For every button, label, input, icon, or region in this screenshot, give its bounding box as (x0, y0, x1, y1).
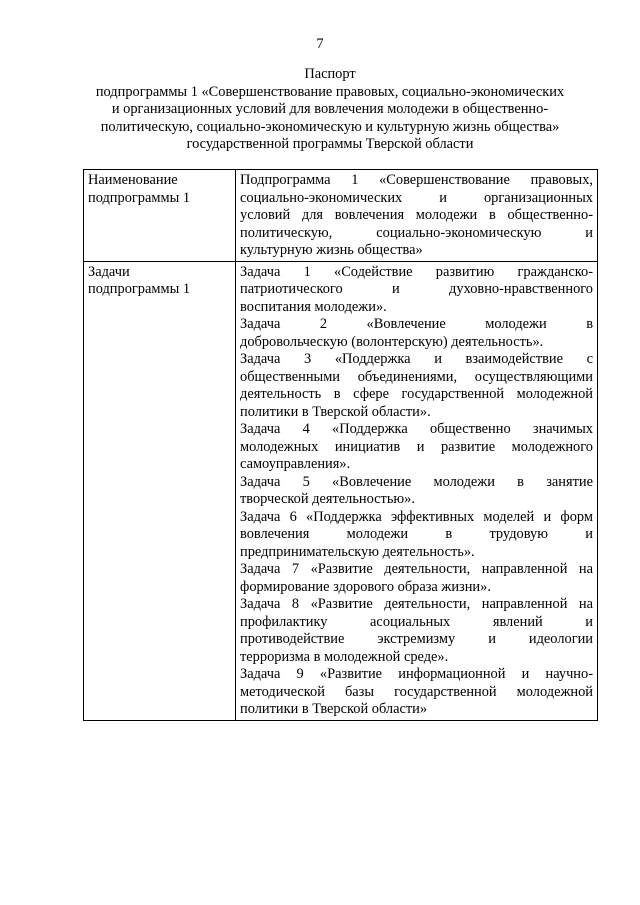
task-8: профилактику асоциальных явлений и (240, 613, 593, 630)
task-2: добровольческую (волонтерскую) деятельность». (240, 333, 544, 350)
row-label: подпрограммы 1 (88, 189, 191, 206)
heading-line: и организационных условий для вовлечения молодежи в общественно- (111, 101, 549, 117)
task-3: общественными объединениями, осуществляющими (240, 368, 593, 385)
task-4: Задача 4 «Поддержка общественно значимых (240, 421, 593, 437)
task-8: терроризма в молодежной среде». (240, 648, 449, 665)
value-line: политическую, социально-экономическую и (240, 224, 593, 241)
row-label: Наименование (88, 172, 178, 188)
task-5: Задача 5 «Вовлечение молодежи в занятие (240, 473, 593, 490)
value-line: условий для вовлечения молодежи в общественно- (240, 207, 593, 223)
value-line: Подпрограмма 1 «Совершенствование правовых, (240, 172, 593, 188)
row-value-cell (236, 261, 598, 720)
heading-line: подпрограммы 1 «Совершенствование правовых, социально-экономических (95, 83, 565, 100)
heading-line: политическую, социально-экономическую и культурную жизнь общества» (100, 118, 560, 135)
table-row-tasks (84, 261, 598, 720)
value-line: социально-экономических и организационных (240, 189, 593, 206)
task-6: вовлечения молодежи в трудовую и (240, 526, 593, 542)
task-2: Задача 2 «Вовлечение молодежи в (240, 316, 593, 332)
page-number: 7 (316, 36, 324, 52)
row-label-cell (84, 261, 236, 720)
task-4: молодежных инициатив и развитие молодежного (240, 438, 593, 455)
row-label-cell (84, 170, 236, 262)
task-9: Задача 9 «Развитие информационной и научно- (240, 666, 593, 682)
task-4: самоуправления». (240, 456, 351, 472)
value-line: культурную жизнь общества» (240, 242, 423, 258)
task-5: творческой деятельностью». (240, 491, 415, 507)
table-row-name (84, 170, 598, 262)
passport-table (83, 169, 598, 721)
task-3: деятельность в сфере государственной молодежной (240, 386, 593, 402)
task-1: патриотического и духовно-нравственного (240, 281, 593, 297)
task-3: политики в Тверской области». (240, 403, 431, 420)
task-1: воспитания молодежи». (240, 298, 387, 315)
task-1: Задача 1 «Содействие развитию гражданско- (240, 263, 593, 280)
row-label: подпрограммы 1 (88, 281, 191, 297)
heading-title: Паспорт (304, 66, 356, 82)
task-8: противодействие экстремизму и идеологии (240, 631, 593, 647)
task-6: предпринимательскую деятельность». (240, 543, 475, 560)
task-7: Задача 7 «Развитие деятельности, направленной на (240, 561, 593, 577)
row-label: Задачи (88, 263, 130, 280)
task-3: Задача 3 «Поддержка и взаимодействие с (240, 351, 593, 367)
row-value-cell (236, 170, 598, 262)
heading-line: государственной программы Тверской области (186, 136, 474, 152)
task-8: Задача 8 «Развитие деятельности, направленной на (240, 596, 593, 612)
task-9: методической базы государственной молодежной (240, 683, 593, 700)
task-6: Задача 6 «Поддержка эффективных моделей и форм (240, 508, 593, 525)
document-heading (60, 66, 600, 154)
task-9: политики в Тверской области» (240, 701, 428, 717)
task-7: формирование здорового образа жизни». (240, 578, 491, 595)
